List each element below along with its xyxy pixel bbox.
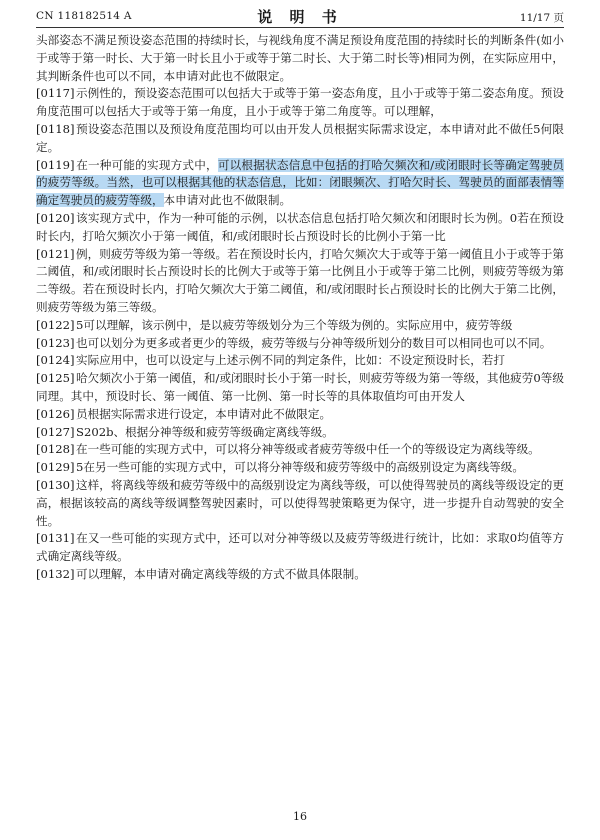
paragraph-number: [0118] <box>36 121 75 136</box>
paragraph-0131 <box>36 530 564 566</box>
paragraph-text[interactable]: 在一种可能的实现方式中， <box>76 157 218 172</box>
paragraph-0121 <box>36 246 564 317</box>
paragraph-0119 <box>36 157 564 210</box>
paragraph-text[interactable]: 这样，将离线等级和疲劳等级中的高级别设定为离线等级，可以使得驾驶员的离线等级设定的更高，根据该较高的离线等级调整驾驶因素时，可以使得驾驶策略更为保守，进一步提升自动驾驶的安全性。 <box>36 477 564 528</box>
paragraph-0126 <box>36 406 564 424</box>
paragraph-number: [0130] <box>36 477 75 492</box>
paragraph-number: [0132] <box>36 566 75 581</box>
paragraph-text[interactable]: 本申请对此也不做限制。 <box>163 193 292 208</box>
paragraph-text[interactable]: 该实现方式中，作为一种可能的示例，以状态信息包括打哈欠频次和闭眼时长为例。0若在预设时长内，打哈欠频次小于第一阈值，和/或闭眼时长占预设时长的比例小于第一比 <box>36 210 564 243</box>
paragraph-text[interactable]: 可以理解，本申请对确定离线等级的方式不做具体限制。 <box>76 566 366 581</box>
paragraph-0127 <box>36 424 564 442</box>
paragraph-text[interactable]: 实际应用中，也可以设定与上述示例不同的判定条件，比如：不设定预设时长，若打 <box>76 353 505 368</box>
paragraph-text[interactable]: 在又一些可能的实现方式中，还可以对分神等级以及疲劳等级进行统计，比如：求取0均值等方式确定离线等级。 <box>36 531 564 564</box>
paragraph-number: [0127] <box>36 424 75 439</box>
paragraph-0132 <box>36 566 564 584</box>
document-body <box>36 32 564 584</box>
paragraph-0129 <box>36 459 564 477</box>
paragraph-text[interactable]: 员根据实际需求进行设定，本申请对此不做限定。 <box>76 406 332 421</box>
paragraph-text[interactable]: 示例性的，预设姿态范围可以包括大于或等于第一姿态角度，且小于或等于第二姿态角度。预设角度范围可以包括大于或等于第一角度，且小于或等于第二角度等。可以理解， <box>36 86 564 119</box>
paragraph-0117 <box>36 85 564 121</box>
continued-paragraph: 头部姿态不满足预设姿态范围的持续时长，与视线角度不满足预设角度范围的持续时长的判断条件(如小于或等于第一时长、大于第一时长且小于或等于第二时长、大于第二时长等)相同为例，在实际应用中，其判断条件也可以不同，本申请对此也不做限定。 <box>36 33 564 83</box>
paragraph-number: [0126] <box>36 406 75 421</box>
page-number: 16 <box>293 810 307 823</box>
paragraph-text[interactable]: 5在另一些可能的实现方式中，可以将分神等级和疲劳等级中的高级别设定为离线等级。 <box>76 460 524 475</box>
paragraph-text[interactable]: 预设姿态范围以及预设角度范围均可以由开发人员根据实际需求设定，本申请对此不做任5何限定。 <box>36 121 564 154</box>
paragraph-text[interactable]: 哈欠频次小于第一阈值，和/或闭眼时长小于第一时长，则疲劳等级为第一等级，其他疲劳0等级同理。其中，预设时长、第一阈值、第一比例、第一时长等的具体取值均可由开发人 <box>36 371 564 403</box>
paragraph-number: [0117] <box>36 86 75 101</box>
header-divider <box>36 27 564 28</box>
page-header <box>36 6 564 28</box>
paragraph-0124 <box>36 352 564 370</box>
paragraph-number: [0122] <box>36 317 75 332</box>
paragraph-text[interactable]: 也可以划分为更多或者更少的等级，疲劳等级与分神等级所划分的数目可以相同也可以不同。 <box>76 335 552 350</box>
text-selection-highlight[interactable]: 可以根据状态信息中包括的打哈欠频次和/或闭眼时长等确定驾驶员的疲劳等级。当然，也可以根据其他的状态信息，比如：闭眼频次、打哈欠时长、驾驶员的面部表情等确定驾驶员的疲劳等级， <box>36 157 564 208</box>
paragraph-0128 <box>36 441 564 459</box>
paragraph-0130 <box>36 477 564 530</box>
paragraph-number: [0131] <box>36 531 75 546</box>
paragraph-number: [0121] <box>36 246 75 261</box>
paragraph-number: [0123] <box>36 335 75 350</box>
paragraph-number: [0124] <box>36 353 75 368</box>
paragraph-0122 <box>36 317 564 335</box>
paragraph-number: [0119] <box>36 157 75 172</box>
document-title: 说 明 书 <box>257 8 343 26</box>
paragraph-number: [0128] <box>36 442 75 457</box>
paragraph-number: [0120] <box>36 210 75 225</box>
paragraph-text[interactable]: 5可以理解，该示例中，是以疲劳等级划分为三个等级为例的。实际应用中，疲劳等级 <box>76 317 513 332</box>
paragraph-text[interactable]: 在一些可能的实现方式中，可以将分神等级或者疲劳等级中任一个的等级设定为离线等级。 <box>76 442 540 457</box>
publication-number: CN 118182514 A <box>36 10 132 22</box>
paragraph-text[interactable]: S202b、根据分神等级和疲劳等级确定离线等级。 <box>76 424 334 439</box>
paragraph-number: [0129] <box>36 460 75 475</box>
paragraph-0120 <box>36 210 564 246</box>
paragraph-text[interactable]: 例，则疲劳等级为第一等级。若在预设时长内，打哈欠频次大于或等于第一阈值且小于或等于第二阈值，和/或闭眼时长占预设时长的比例大于或等于第一比例且小于或等于第二比例，则疲劳等级为第二等级。若在预设时长内，打哈欠频次大于第二阈值，和/或闭眼时长占预设时长的比例大于第二比例，则疲劳等级为第三等级。 <box>36 246 564 314</box>
paragraph-number: [0125] <box>36 371 75 386</box>
paragraph-0118 <box>36 121 564 157</box>
paragraph-0123 <box>36 335 564 353</box>
page-indicator: 11/17 页 <box>519 12 564 24</box>
paragraph-0125 <box>36 370 564 406</box>
